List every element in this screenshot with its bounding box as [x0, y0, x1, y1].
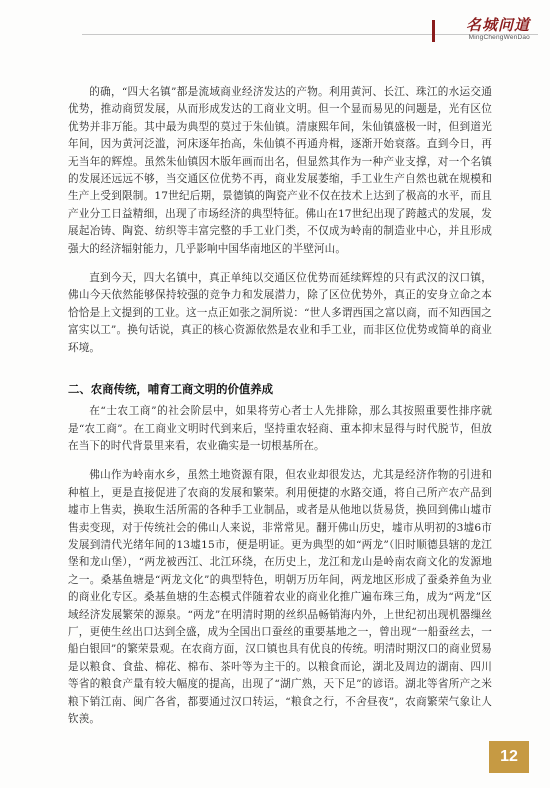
paragraph: 在“士农工商”的社会阶层中，如果将劳心者士人先排除，那么其按照重要性排序就是“农工商”。在工商业文明时代到来后，坚持重农轻商、重本抑末显得与时代脱节，但放在当下的时代背景里来看，农业确实是一切根基所在。	[68, 405, 492, 452]
brand-logo	[432, 14, 530, 42]
paragraph: 佛山作为岭南水乡，虽然土地资源有限，但农业却很发达，尤其是经济作物的引进和种植上，更是直接促进了农商的发展和繁荣。利用便捷的水路交通，将自己所产农产品到墟市上售卖，换取生活所需的各种手工业制品，或者是从他地以货易货，换回到佛山墟市售卖变现，对于传统社会的佛山人来说，非常常见。翻开佛山历史，墟市从明初的3墟6市发展到清代光绪年间的13墟15市，便是明证。更为典型的如“两龙”（旧时顺德县辖的龙江堡和龙山堡），“两龙被西江、北江环绕，在历史上，龙江和龙山是岭南农商文化的发源地之一。桑基鱼塘是“两龙文化”的典型特色，明朝万历年间，两龙地区形成了蚕桑养鱼为业的商业化专区。桑基鱼塘的生态模式伴随着农业的商业化推广遍布珠三角，成为“两龙”区域经济发展繁荣的源泉。“两龙”在明清时期的丝织品畅销海内外，上世纪初出现机器缫丝厂，更使生丝出口达到全盛，成为全国出口蚕丝的重要基地之一，曾出现“一船蚕丝去，一船白银回”的繁荣景观。在农商方面，汉口镇也具有优良的传统。明清时期汉口的商业贸易是以粮食、食盐、棉花、棉布、茶叶等为主干的。以粮食而论，湖北及周边的湖南、四川等省的粮食产量有较大幅度的提高，出现了“湖广熟，天下足”的谚语。湖北等省所产之米粮下销江南、闽广各省，都要通过汉口转运，“粮食之行，不舍昼夜”，农商繁荣气象让人钦羡。	[68, 469, 492, 725]
article-body	[68, 84, 492, 740]
section-heading: 二、农商传统，哺育工商文明的价值养成	[68, 382, 274, 397]
paragraph: 的确，“四大名镇”都是流域商业经济发达的产物。利用黄河、长江、珠江的水运交通优势，推动商贸发展，从而形成发达的工商业文明。但一个显而易见的问题是，光有区位优势并非万能。其中最为典型的莫过于朱仙镇。清康熙年间，朱仙镇盛极一时，但到道光年间，因为黄河泛滥，河床逐年抬高，朱仙镇不再通舟楫，逐渐开始衰落。直到今日，再无当年的辉煌。虽然朱仙镇因木版年画而出名，但显然其作为一种产业支撑，对一个名镇的发展还远远不够，当交通区位优势不再，商业发展萎缩，手工业生产自然也就在规模和生产上受到限制。17世纪后期，景德镇的陶瓷产业不仅在技术上达到了极高的水平，而且产业分工日益精细，出现了市场经济的典型特征。佛山在17世纪出现了跨越式的发展，发展起冶铸、陶瓷、纺织等丰富完整的手工业门类，不仅成为岭南的制造业中心，并且形成强大的经济辐射能力，几乎影响中国华南地区的半壁河山。	[68, 86, 492, 255]
page-number-badge: 12	[489, 741, 529, 773]
paragraph: 直到今天，四大名镇中，真正单纯以交通区位优势而延续辉煌的只有武汉的汉口镇，佛山今天依然能够保持较强的竞争力和发展潜力，除了区位优势外，真正的安身立命之本恰恰是上文提到的工业。这一点正如张之洞所说：“世人多谓西国之富以商，而不知西国之富实以工”。换句话说，真正的核心资源依然是农业和手工业，而非区位优势或简单的商业环境。	[68, 272, 492, 354]
brand-accent-bar	[432, 20, 435, 42]
brand-title: 名城问道	[465, 16, 530, 34]
brand-subtitle: MingChengWenDao	[468, 34, 530, 41]
